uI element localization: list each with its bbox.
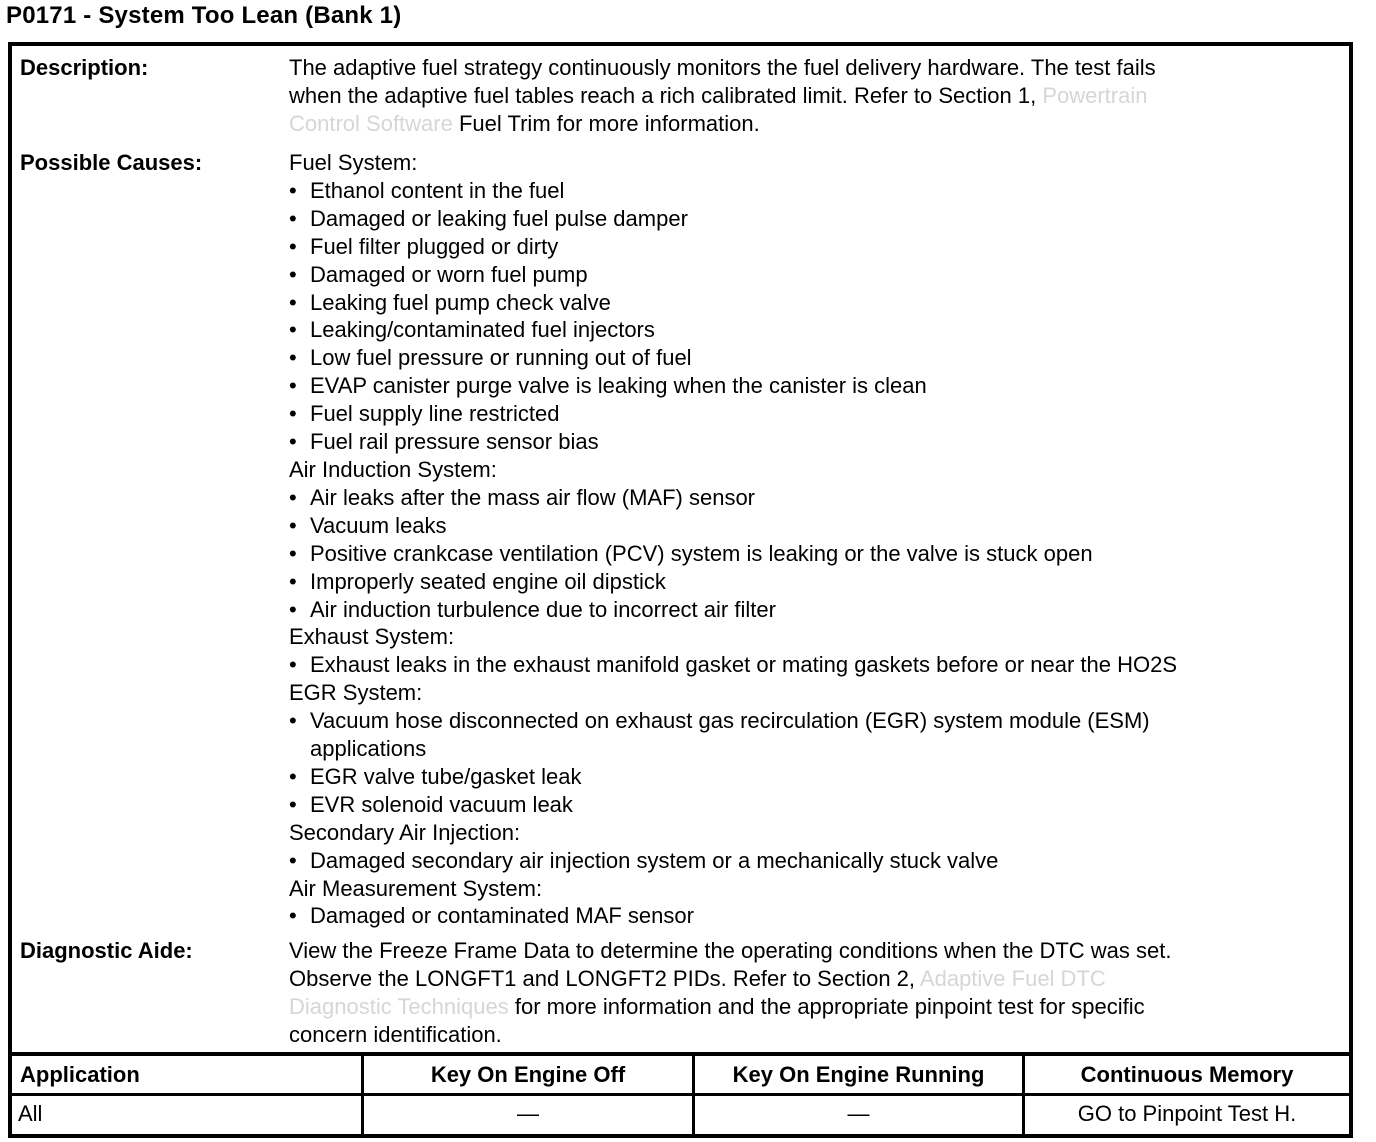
description-tail: Fuel Trim for more information. <box>452 110 760 136</box>
list-item: • Exhaust leaks in the exhaust manifold gasket or mating gaskets before or near the HO2S <box>289 652 1178 678</box>
list-item: • Vacuum leaks <box>289 512 447 538</box>
cause-group-heading: Fuel System: <box>289 150 418 175</box>
diagnostic-aide-label: Diagnostic Aide: <box>20 938 193 963</box>
cell-application: All <box>18 1101 43 1126</box>
adaptive-fuel-dtc-link[interactable]: Adaptive Fuel DTC <box>919 965 1106 991</box>
header-continuous-memory: Continuous Memory <box>1080 1062 1294 1087</box>
header-koer: Key On Engine Running <box>732 1062 985 1087</box>
cause-group-heading: Exhaust System: <box>289 624 455 650</box>
cause-group-heading: EGR System: <box>289 680 423 706</box>
header-koeo: Key On Engine Off <box>430 1062 626 1087</box>
aide-line <box>289 993 1339 1021</box>
powertrain-link[interactable]: Powertrain <box>1042 82 1148 108</box>
description-label: Description: <box>20 55 149 80</box>
aide-line: View the Freeze Frame Data to determine the operating conditions when the DTC was set. <box>289 938 1172 963</box>
list-item: • Damaged or contaminated MAF sensor <box>289 903 694 929</box>
list-item: • Air induction turbulence due to incorrect air filter <box>289 596 776 622</box>
description-line <box>289 82 1339 110</box>
control-software-link[interactable]: Control Software <box>289 110 453 136</box>
list-item: • Damaged or worn fuel pump <box>289 261 588 287</box>
header-application: Application <box>20 1062 140 1087</box>
list-item: • Fuel filter plugged or dirty <box>289 233 559 259</box>
list-item: • Ethanol content in the fuel <box>289 177 565 203</box>
cell-koeo: — <box>517 1101 539 1126</box>
possible-causes-list <box>289 149 1339 930</box>
description-line: The adaptive fuel strategy continuously monitors the fuel delivery hardware. The test fails <box>289 55 1156 80</box>
list-item: • Leaking/contaminated fuel injectors <box>289 317 655 343</box>
list-item: • Improperly seated engine oil dipstick <box>289 568 666 594</box>
list-item: • EVR solenoid vacuum leak <box>289 791 573 817</box>
list-item: • Vacuum hose disconnected on exhaust gas recirculation (EGR) system module (ESM) applications <box>289 708 1150 762</box>
application-grid <box>12 1056 1349 1134</box>
list-item: • Damaged or leaking fuel pulse damper <box>289 205 688 231</box>
description-line-text: when the adaptive fuel tables reach a rich calibrated limit. Refer to Section 1, <box>289 82 1037 108</box>
page-title: P0171 - System Too Lean (Bank 1) <box>6 2 402 29</box>
list-item: • Air leaks after the mass air flow (MAF) sensor <box>289 484 756 510</box>
diagnostic-aide-text <box>289 937 1339 1049</box>
cause-group-heading: Air Measurement System: <box>289 875 543 901</box>
aide-line-text: for more information and the appropriate pinpoint test for specific <box>508 993 1145 1019</box>
list-item: • EVAP canister purge valve is leaking when the canister is clean <box>289 373 927 399</box>
description-text <box>289 54 1339 138</box>
list-item: • Damaged secondary air injection system or a mechanically stuck valve <box>289 847 999 873</box>
aide-line-text: Observe the LONGFT1 and LONGFT2 PIDs. Refer to Section 2, <box>289 965 920 991</box>
list-item: • EGR valve tube/gasket leak <box>289 763 582 789</box>
list-item: • Low fuel pressure or running out of fuel <box>289 345 692 371</box>
cause-group-heading: Secondary Air Injection: <box>289 819 521 845</box>
list-item: • Fuel rail pressure sensor bias <box>289 429 599 455</box>
cell-koer: — <box>847 1101 870 1126</box>
possible-causes-label: Possible Causes: <box>20 150 203 175</box>
list-item: • Fuel supply line restricted <box>289 401 560 427</box>
cause-group-heading: Air Induction System: <box>289 456 497 482</box>
description-line <box>289 110 1339 138</box>
list-item: • Leaking fuel pump check valve <box>289 289 611 315</box>
diagnostic-techniques-link[interactable]: Diagnostic Techniques <box>289 993 509 1019</box>
cell-continuous-memory: GO to Pinpoint Test H. <box>1077 1101 1297 1126</box>
aide-line <box>289 965 1339 993</box>
dtc-table <box>8 42 1353 1138</box>
list-item: • Positive crankcase ventilation (PCV) system is leaking or the valve is stuck open <box>289 540 1093 566</box>
aide-line: concern identification. <box>289 1021 502 1047</box>
